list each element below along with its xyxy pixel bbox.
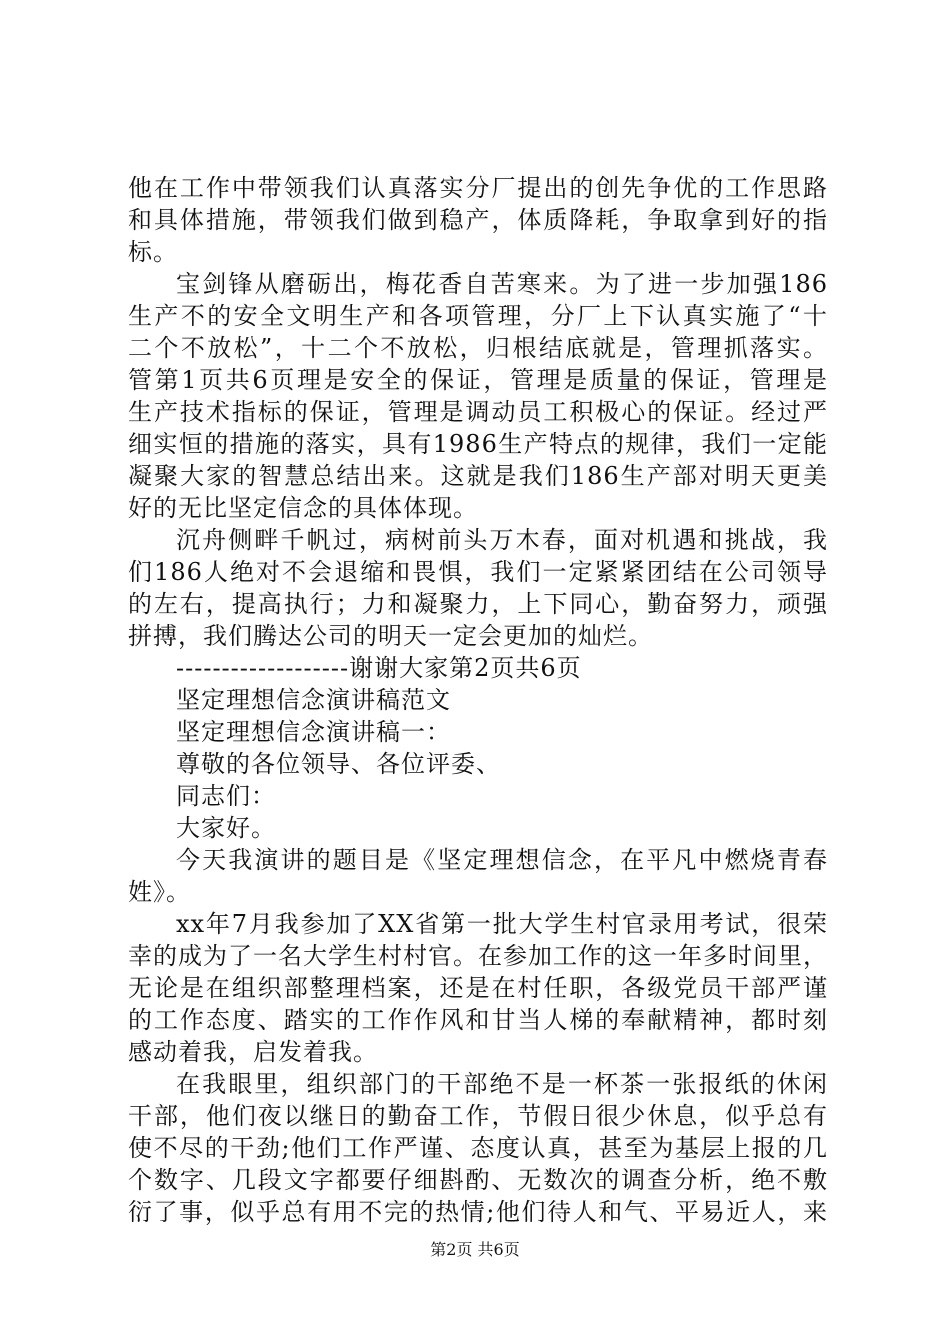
text-line: 宝剑锋从磨砺出，梅花香自苦寒来。为了进一步加强186 [176, 270, 828, 298]
text-line: 大家好。 [176, 814, 276, 842]
text-line: 生产不的安全文明生产和各项管理，分厂上下认真实施了“十 [128, 302, 828, 330]
text-line: 姓》。 [128, 878, 191, 906]
text-line: -------------------谢谢大家第2页共6页 [176, 654, 582, 682]
body-text [128, 172, 828, 1228]
text-line: 今天我演讲的题目是《坚定理想信念，在平凡中燃烧青春 [176, 846, 828, 874]
text-line: 生产技术指标的保证，管理是调动员工积极心的保证。经过严 [128, 398, 828, 426]
text-line: 坚定理想信念演讲稿一： [176, 718, 451, 746]
text-line: 拼搏，我们腾达公司的明天一定会更加的灿烂。 [128, 622, 653, 650]
text-line: 们186人绝对不会退缩和畏惧，我们一定紧紧团结在公司领导 [128, 558, 828, 586]
text-line: 沉舟侧畔千帆过，病树前头万木春，面对机遇和挑战，我 [176, 526, 828, 554]
text-line: 在我眼里，组织部门的干部绝不是一杯茶一张报纸的休闲 [176, 1070, 828, 1098]
text-line: 尊敬的各位领导、各位评委、 [176, 750, 501, 778]
text-line: 管第1页共6页理是安全的保证，管理是质量的保证，管理是 [128, 366, 828, 394]
text-line: 的工作态度、踏实的工作作风和甘当人梯的奉献精神，都时刻 [128, 1006, 828, 1034]
text-line: 感动着我，启发着我。 [128, 1038, 378, 1066]
text-line: 使不尽的干劲;他们工作严谨、态度认真，甚至为基层上报的几 [128, 1134, 828, 1162]
text-line: 坚定理想信念演讲稿范文 [176, 686, 451, 714]
text-line: 同志们： [176, 782, 276, 810]
text-line: 凝聚大家的智慧总结出来。这就是我们186生产部对明天更美 [128, 462, 828, 490]
text-line: 好的无比坚定信念的具体体现。 [128, 494, 478, 522]
text-line: xx年7月我参加了XX省第一批大学生村官录用考试，很荣 [176, 910, 828, 938]
text-line: 个数字、几段文字都要仔细斟酌、无数次的调查分析，绝不敷 [128, 1166, 828, 1194]
text-line: 和具体措施，带领我们做到稳产，体质降耗，争取拿到好的指 [128, 206, 828, 234]
text-line: 他在工作中带领我们认真落实分厂提出的创先争优的工作思路 [128, 174, 828, 202]
text-line: 二个不放松”，十二个不放松，归根结底就是，管理抓落实。 [128, 334, 828, 362]
text-line: 衍了事，似乎总有用不完的热情;他们待人和气、平易近人，来 [128, 1198, 828, 1226]
page-footer: 第2页 共6页 [430, 1240, 520, 1259]
text-line: 干部，他们夜以继日的勤奋工作，节假日很少休息，似乎总有 [128, 1102, 828, 1130]
text-line: 的左右，提高执行；力和凝聚力，上下同心，勤奋努力，顽强 [128, 590, 828, 618]
text-line: 幸的成为了一名大学生村村官。在参加工作的这一年多时间里， [128, 942, 828, 970]
text-line: 细实恒的措施的落实，具有1986生产特点的规律，我们一定能 [128, 430, 828, 458]
text-line: 无论是在组织部整理档案，还是在村任职，各级党员干部严谨 [128, 974, 828, 1002]
text-line: 标。 [128, 238, 178, 266]
